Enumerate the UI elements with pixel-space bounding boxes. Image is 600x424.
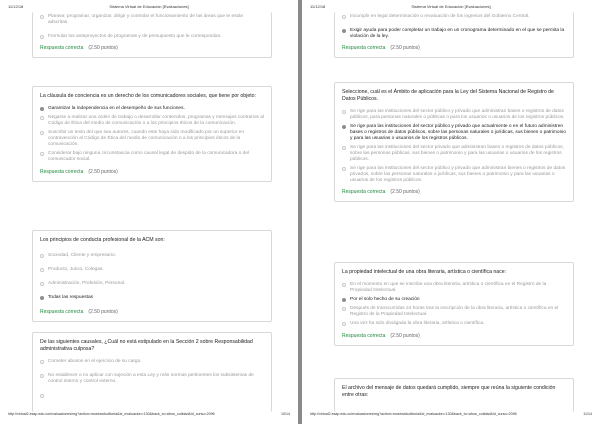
- option-text: Todas las respuestas: [48, 294, 94, 300]
- answer-option[interactable]: [33, 249, 271, 263]
- response-label: Respuesta correcta: [342, 332, 386, 339]
- radio-selected-icon[interactable]: [342, 29, 346, 33]
- option-text: Negarse a realizar una orden de trabajo o desarrollar contenidos, programas y mensajes contrarios al Código de Ética del medio de comunicación o a los principios éticos de la comunicación.: [48, 115, 264, 127]
- header-date: 11/12/18: [8, 4, 24, 9]
- response-status: [335, 41, 573, 57]
- answer-option[interactable]: [335, 164, 573, 185]
- answer-option[interactable]: [33, 32, 271, 41]
- response-points: (2.50 puntos): [88, 308, 118, 315]
- answer-option[interactable]: [33, 12, 271, 27]
- question-text: La cláusula de conciencia es un derecho de los comunicadores sociales, que tiene por objeto:: [40, 93, 256, 99]
- radio-icon[interactable]: [342, 322, 346, 326]
- option-text: Por el solo hecho de su creación: [350, 297, 420, 303]
- footer-page-number: 11/14: [583, 412, 592, 416]
- response-points: (2.50 puntos): [390, 189, 420, 196]
- answer-option[interactable]: [33, 263, 271, 277]
- option-text: Se rige para las instituciones del sector público y privado que administran bases o registros de datos públicos, para personas naturales o públicas o para los usuarios o usuarios de los registros públicos.: [350, 108, 565, 120]
- option-text: Una vez ha sido divulgada la obra literaria, artística o científica.: [350, 321, 485, 327]
- response-status: [335, 329, 573, 345]
- option-text: Considerar bajo ninguna circunstancia como causal legal de despido de la comunicadora o del comunicador social.: [48, 151, 250, 163]
- header-title: Sistema Virtual de Educación [Evaluaciones]: [109, 4, 189, 9]
- page-header: [310, 4, 592, 12]
- answer-option[interactable]: [33, 371, 271, 386]
- answer-option[interactable]: [335, 12, 573, 21]
- question-text: El archivo del mensaje de datos quedará cumplido, siempre que reúna la siguiente condición entre otras:: [342, 385, 556, 398]
- answer-option-selected[interactable]: [335, 122, 573, 143]
- response-label: Respuesta correcta: [342, 45, 386, 51]
- question-text: De las siguientes causales, ¿Cuál no está estipulado en la Sección 2 sobre Responsabilidad administrativa culposa?: [40, 339, 253, 352]
- response-status: [33, 41, 271, 57]
- response-points: (2.50 puntos): [390, 45, 420, 51]
- answer-option[interactable]: [335, 281, 573, 296]
- radio-icon[interactable]: [40, 116, 44, 120]
- question-text: La propiedad intelectual de una obra literaria, artística o científica nace:: [342, 269, 507, 275]
- radio-icon[interactable]: [40, 15, 44, 19]
- option-text: Producto, Juicio, Colegas.: [48, 266, 104, 272]
- question-card: [32, 230, 272, 322]
- question-card: [32, 12, 272, 58]
- response-status: [33, 165, 271, 181]
- answer-option[interactable]: [335, 107, 573, 122]
- response-points: (2.50 puntos): [88, 168, 118, 175]
- footer-url: http://virtual2.esap.edu.co/evaluaciones/mg?action=mostrarAuditoria&id_evaluacion=130&back_to=aforo_cotidad&id_curso=2096: [310, 412, 517, 416]
- header-date: 11/12/18: [310, 4, 326, 9]
- page-footer: [310, 412, 592, 420]
- radio-icon[interactable]: [40, 35, 44, 39]
- answer-option[interactable]: [33, 150, 271, 165]
- question-text: Los principios de conducta profesional de la ACM son:: [40, 237, 165, 243]
- radio-icon[interactable]: [40, 268, 44, 272]
- radio-icon[interactable]: [40, 374, 44, 378]
- radio-icon[interactable]: [342, 167, 346, 171]
- option-text: Exigir ayuda para poder completar un trabajo en un cronograma determinado en el que se permita la violación de la ley.: [350, 27, 565, 39]
- question-card: [334, 82, 574, 202]
- page-footer: [8, 412, 290, 420]
- option-text: Garantizar la independencia en el desempeño de sus funciones.: [48, 106, 185, 112]
- option-text: Suscribir un texto del que sea autores, cuando este haya sido modificado por un superior en contravención al Código de Ética del medio de comunicación o a los principios éticos de la comunicación.: [48, 130, 244, 148]
- answer-option[interactable]: [335, 320, 573, 329]
- radio-icon[interactable]: [40, 360, 44, 364]
- option-text: Planear, programar, organizar, dirigir y controlar el funcionamiento de las áreas que le están adscritas.: [48, 13, 244, 25]
- radio-icon[interactable]: [40, 394, 44, 398]
- page-header: [8, 4, 290, 12]
- question-card: [32, 86, 272, 182]
- question-card: [32, 332, 272, 412]
- question-card: [334, 378, 574, 412]
- question-text: Seleccione, cuál es el Ámbito de aplicación para la Ley del Sistema Nacional de Registro de Datos Públicos.: [342, 89, 554, 102]
- radio-icon[interactable]: [40, 282, 44, 286]
- option-text: Formular los anteproyectos de programas y de presupuesto que le correspondan.: [48, 33, 222, 39]
- response-status: [335, 185, 573, 201]
- radio-selected-icon[interactable]: [40, 107, 44, 111]
- radio-icon[interactable]: [40, 152, 44, 156]
- question-card: [334, 12, 574, 58]
- option-text: Se rige para las instituciones del sector público y privado que administran bienes o registros de datos privados, sobre las personas naturales o jurídicas, sus bienes o patrimonio y para las usuarias o usuarios de los registros públicos.: [350, 165, 566, 183]
- radio-icon[interactable]: [342, 15, 346, 19]
- answer-option-selected[interactable]: [335, 296, 573, 305]
- answer-option[interactable]: [33, 277, 271, 291]
- option-text: Se rige para las instituciones del sector privado que administran bases o registros de datos públicos, sobre las personas públicas, sus bienes o patrimonio y para las usuarias o usuarios de los registros públicos.: [350, 144, 564, 162]
- radio-icon[interactable]: [40, 131, 44, 135]
- response-status: [33, 305, 271, 321]
- option-text: Cometer abusos en el ejercicio de su cargo.: [48, 358, 142, 364]
- option-text: En el momento en que se inscribe una obra literaria, artística o científica en el Registro de la Propiedad Intelectual.: [350, 282, 547, 294]
- header-title: Sistema Virtual de Educación [Evaluaciones]: [411, 4, 491, 9]
- response-label: Respuesta correcta: [342, 189, 386, 196]
- answer-option[interactable]: [335, 143, 573, 164]
- radio-icon[interactable]: [40, 254, 44, 258]
- radio-selected-icon[interactable]: [40, 296, 44, 300]
- answer-option-selected[interactable]: [33, 291, 271, 305]
- response-label: Respuesta correcta: [40, 45, 84, 51]
- option-text: No establecer o no aplicar con sujeción a esta Ley y más normas pertinentes los subsistemas de control interno y control externo.: [48, 372, 254, 384]
- pdf-page-left: [0, 0, 298, 424]
- footer-page-number: 10/14: [281, 412, 290, 416]
- option-text: Después de transcurridas 24 horas tras la inscripción de la obra literaria, artística o científica en el Registro de la Propiedad Intelectual.: [350, 306, 559, 318]
- radio-icon[interactable]: [342, 283, 346, 287]
- option-text: Se rige para las instituciones del sector público y privado que actualmente o en el futuro administren bases o registros de datos públicos, sobre las personas naturales o jurídicas, sus bienes o patrimonio y para las usuarias o usuarios de los registros públicos.: [350, 123, 566, 141]
- answer-option[interactable]: [33, 391, 271, 394]
- answer-option[interactable]: [33, 129, 271, 150]
- radio-selected-icon[interactable]: [342, 125, 346, 129]
- answer-option-selected[interactable]: [335, 26, 573, 41]
- option-text: Sociedad, Cliente y empresario.: [48, 252, 116, 258]
- radio-icon[interactable]: [342, 307, 346, 311]
- answer-option[interactable]: [33, 357, 271, 366]
- response-points: (2.50 puntos): [390, 332, 420, 339]
- response-label: Respuesta correcta: [40, 308, 84, 315]
- footer-url: http://virtual2.esap.edu.co/evaluaciones/mg?action=mostrarAuditoria&id_evaluacion=130&back_to=aforo_cotidad&id_curso=2096: [8, 412, 215, 416]
- option-text: Incumplir en legal determinación o revaluación de los ingresos del Gobierno Central.: [350, 13, 530, 19]
- radio-selected-icon[interactable]: [342, 298, 346, 302]
- pdf-page-right: [302, 0, 600, 424]
- answer-option[interactable]: [33, 114, 271, 129]
- response-label: Respuesta correcta: [40, 168, 84, 175]
- answer-option[interactable]: [335, 305, 573, 320]
- radio-icon[interactable]: [342, 146, 346, 150]
- option-text: Administración, Profesión, Personal.: [48, 280, 126, 286]
- radio-icon[interactable]: [342, 110, 346, 114]
- question-card: [334, 262, 574, 346]
- response-points: (2.50 puntos): [88, 45, 118, 51]
- answer-option-selected[interactable]: [33, 105, 271, 114]
